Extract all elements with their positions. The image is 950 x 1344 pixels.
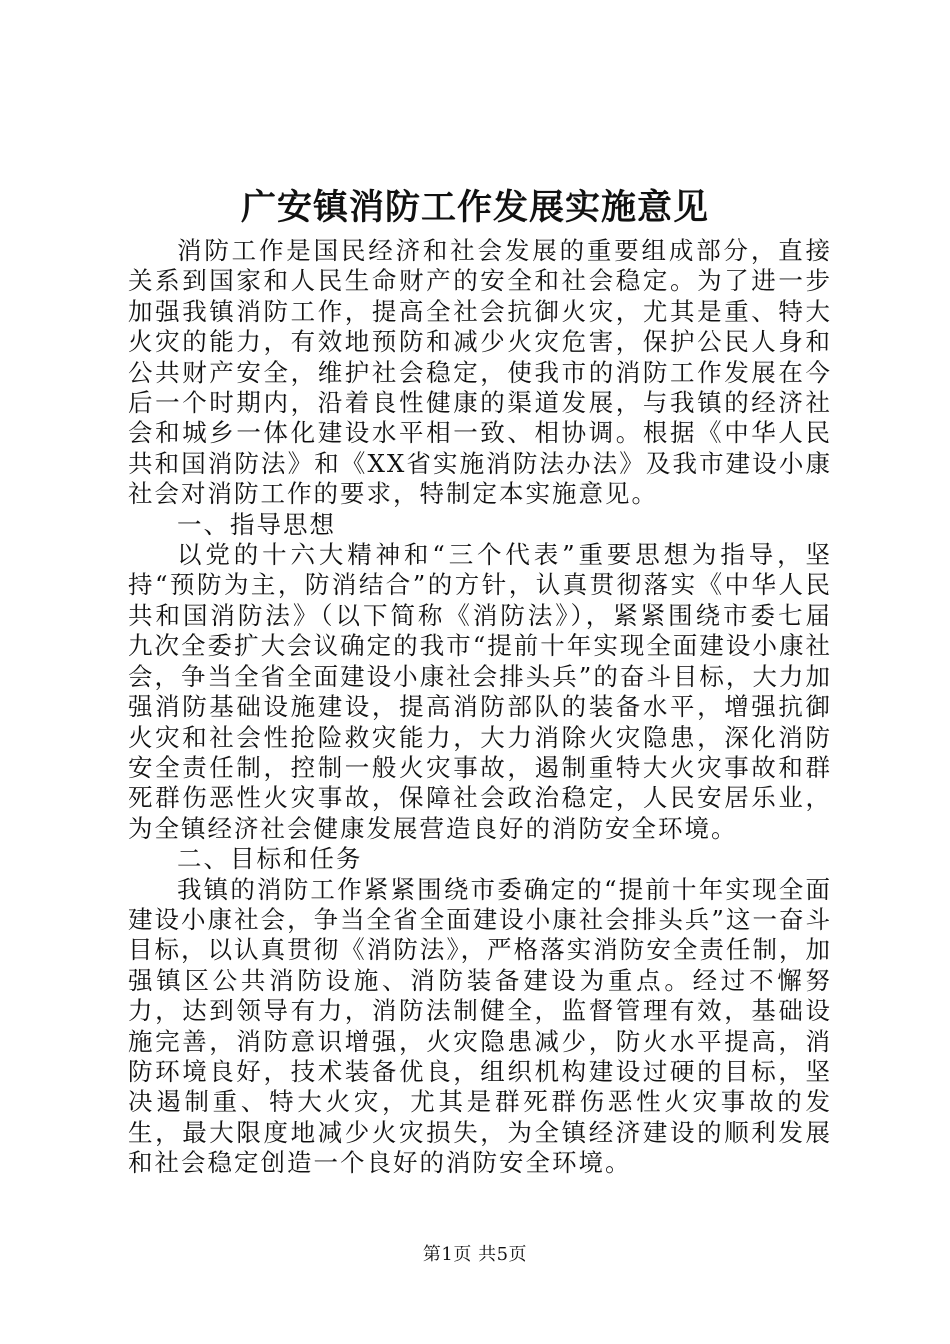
document-body bbox=[128, 236, 832, 1179]
section-paragraph-goals-tasks: 我镇的消防工作紧紧围绕市委确定的“提前十年实现全面建设小康社会，争当全省全面建设小康社会排头兵”这一奋斗目标，以认真贯彻《消防法》，严格落实消防安全责任制，加强镇区公共消防设施、消防装备建设为重点。经过不懈努力，达到领导有力，消防法制健全，监督管理有效，基础设施完善，消防意识增强，火灾隐患减少，防火水平提高，消防环境良好，技术装备优良，组织机构建设过硬的目标，坚决遏制重、特大火灾，尤其是群死群伤恶性火灾事故的发生，最大限度地减少火灾损失，为全镇经济建设的顺利发展和社会稳定创造一个良好的消防安全环境。 bbox=[128, 874, 832, 1178]
section-heading-goals-tasks: 二、目标和任务 bbox=[177, 844, 363, 874]
section-paragraph-guiding-ideology: 以党的十六大精神和“三个代表”重要思想为指导，坚持“预防为主，防消结合”的方针，认真贯彻落实《中华人民共和国消防法》（以下简称《消防法》），紧紧围绕市委七届九次全委扩大会议确定的我市“提前十年实现全面建设小康社会，争当全省全面建设小康社会排头兵”的奋斗目标，大力加强消防基础设施建设，提高消防部队的装备水平，增强抗御火灾和社会性抢险救灾能力，大力消除火灾隐患，深化消防安全责任制，控制一般火灾事故，遏制重特大火灾事故和群死群伤恶性火灾事故，保障社会政治稳定，人民安居乐业，为全镇经济社会健康发展营造良好的消防安全环境。 bbox=[128, 540, 832, 843]
intro-paragraph: 消防工作是国民经济和社会发展的重要组成部分，直接关系到国家和人民生命财产的安全和社会稳定。为了进一步加强我镇消防工作，提高全社会抗御火灾，尤其是重、特大火灾的能力，有效地预防和减少火灾危害，保护公民人身和公共财产安全，维护社会稳定，使我市的消防工作发展在今后一个时期内，沿着良性健康的渠道发展，与我镇的经济社会和城乡一体化建设水平相一致、相协调。根据《中华人民共和国消防法》和《XX省实施消防法办法》及我市建设小康社会对消防工作的要求，特制定本实施意见。 bbox=[128, 236, 832, 509]
page-number-footer: 第1页 共5页 bbox=[422, 1244, 528, 1265]
document-title: 广安镇消防工作发展实施意见 bbox=[240, 187, 709, 228]
section-heading-guiding-ideology: 一、指导思想 bbox=[177, 509, 336, 539]
